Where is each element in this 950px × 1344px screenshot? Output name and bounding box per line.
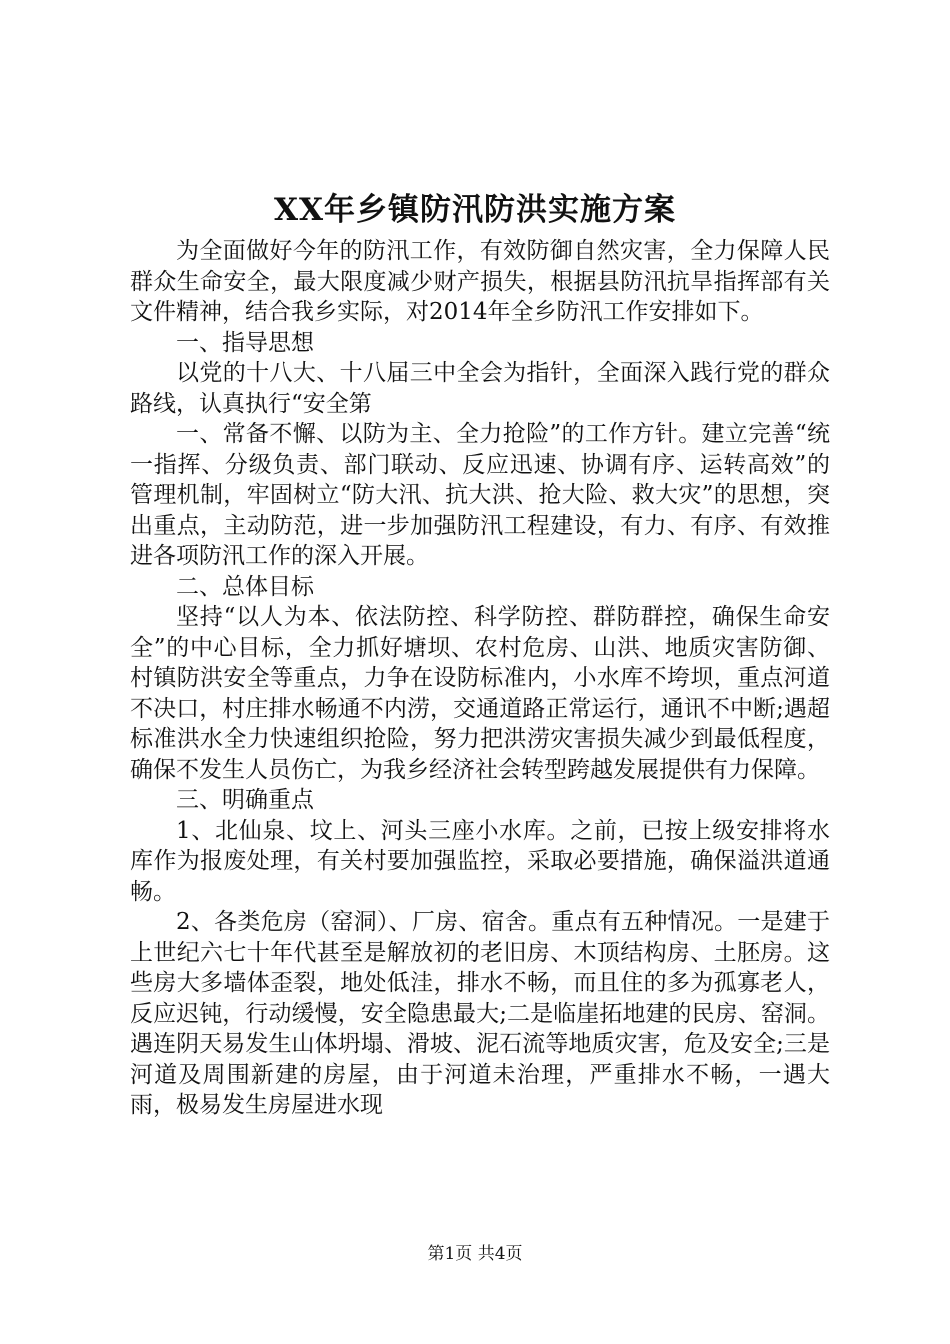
- section-heading-overall-goal: 二、总体目标: [176, 573, 314, 600]
- section-heading-key-points: 三、明确重点: [176, 787, 314, 813]
- document-title: XX年乡镇防汛防洪实施方案: [273, 192, 677, 228]
- paragraph-work-policy: 一、常备不懈、以防为主、全力抢险”的工作方针。建立完善“统一指挥、分级负责、部门联动、反应迅速、协调有序、运转高效”的管理机制，牢固树立“防大汛、抗大洪、抢大险、救大灾”的思想，突出重点，主动防范，进一步加强防汛工程建设，有力、有序、有效推进各项防汛工作的深入开展。: [130, 421, 830, 569]
- section-heading-guiding-ideology: 一、指导思想: [176, 329, 314, 356]
- paragraph-key-point-dangerous-houses: 2、各类危房（窑洞）、厂房、宿舍。重点有五种情况。一是建于上世纪六七十年代甚至是解放初的老旧房、木顶结构房、土胚房。这些房大多墙体歪裂，地处低洼，排水不畅，而且住的多为孤寡老人，反应迟钝，行动缓慢，安全隐患最大;二是临崖拓地建的民房、窑洞。遇连阴天易发生山体坍塌、滑坡、泥石流等地质灾害，危及安全;三是河道及周围新建的房屋，由于河道未治理，严重排水不畅，一遇大雨，极易发生房屋进水现: [130, 909, 830, 1118]
- page-number-footer: 第1页 共4页: [427, 1244, 523, 1264]
- paragraph-key-point-reservoirs: 1、北仙泉、坟上、河头三座小水库。之前，已按上级安排将水库作为报废处理，有关村要加强监控，采取必要措施，确保溢洪道通畅。: [130, 817, 830, 905]
- paragraph-guiding-ideology: 以党的十八大、十八届三中全会为指针，全面深入践行党的群众路线，认真执行“安全第: [130, 360, 830, 417]
- document-body: [130, 236, 830, 1121]
- paragraph-overall-goal: 坚持“以人为本、依法防控、科学防控、群防群控，确保生命安全”的中心目标，全力抓好塘坝、农村危房、山洪、地质灾害防御、村镇防洪安全等重点，力争在设防标准内，小水库不垮坝，重点河道不决口，村庄排水畅通不内涝，交通道路正常运行，通讯不中断;遇超标准洪水全力快速组织抢险，努力把洪涝灾害损失减少到最低程度，确保不发生人员伤亡，为我乡经济社会转型跨越发展提供有力保障。: [130, 604, 830, 783]
- paragraph-intro: 为全面做好今年的防汛工作，有效防御自然灾害，全力保障人民群众生命安全，最大限度减少财产损失，根据县防汛抗旱指挥部有关文件精神，结合我乡实际，对2014年全乡防汛工作安排如下。: [130, 238, 830, 325]
